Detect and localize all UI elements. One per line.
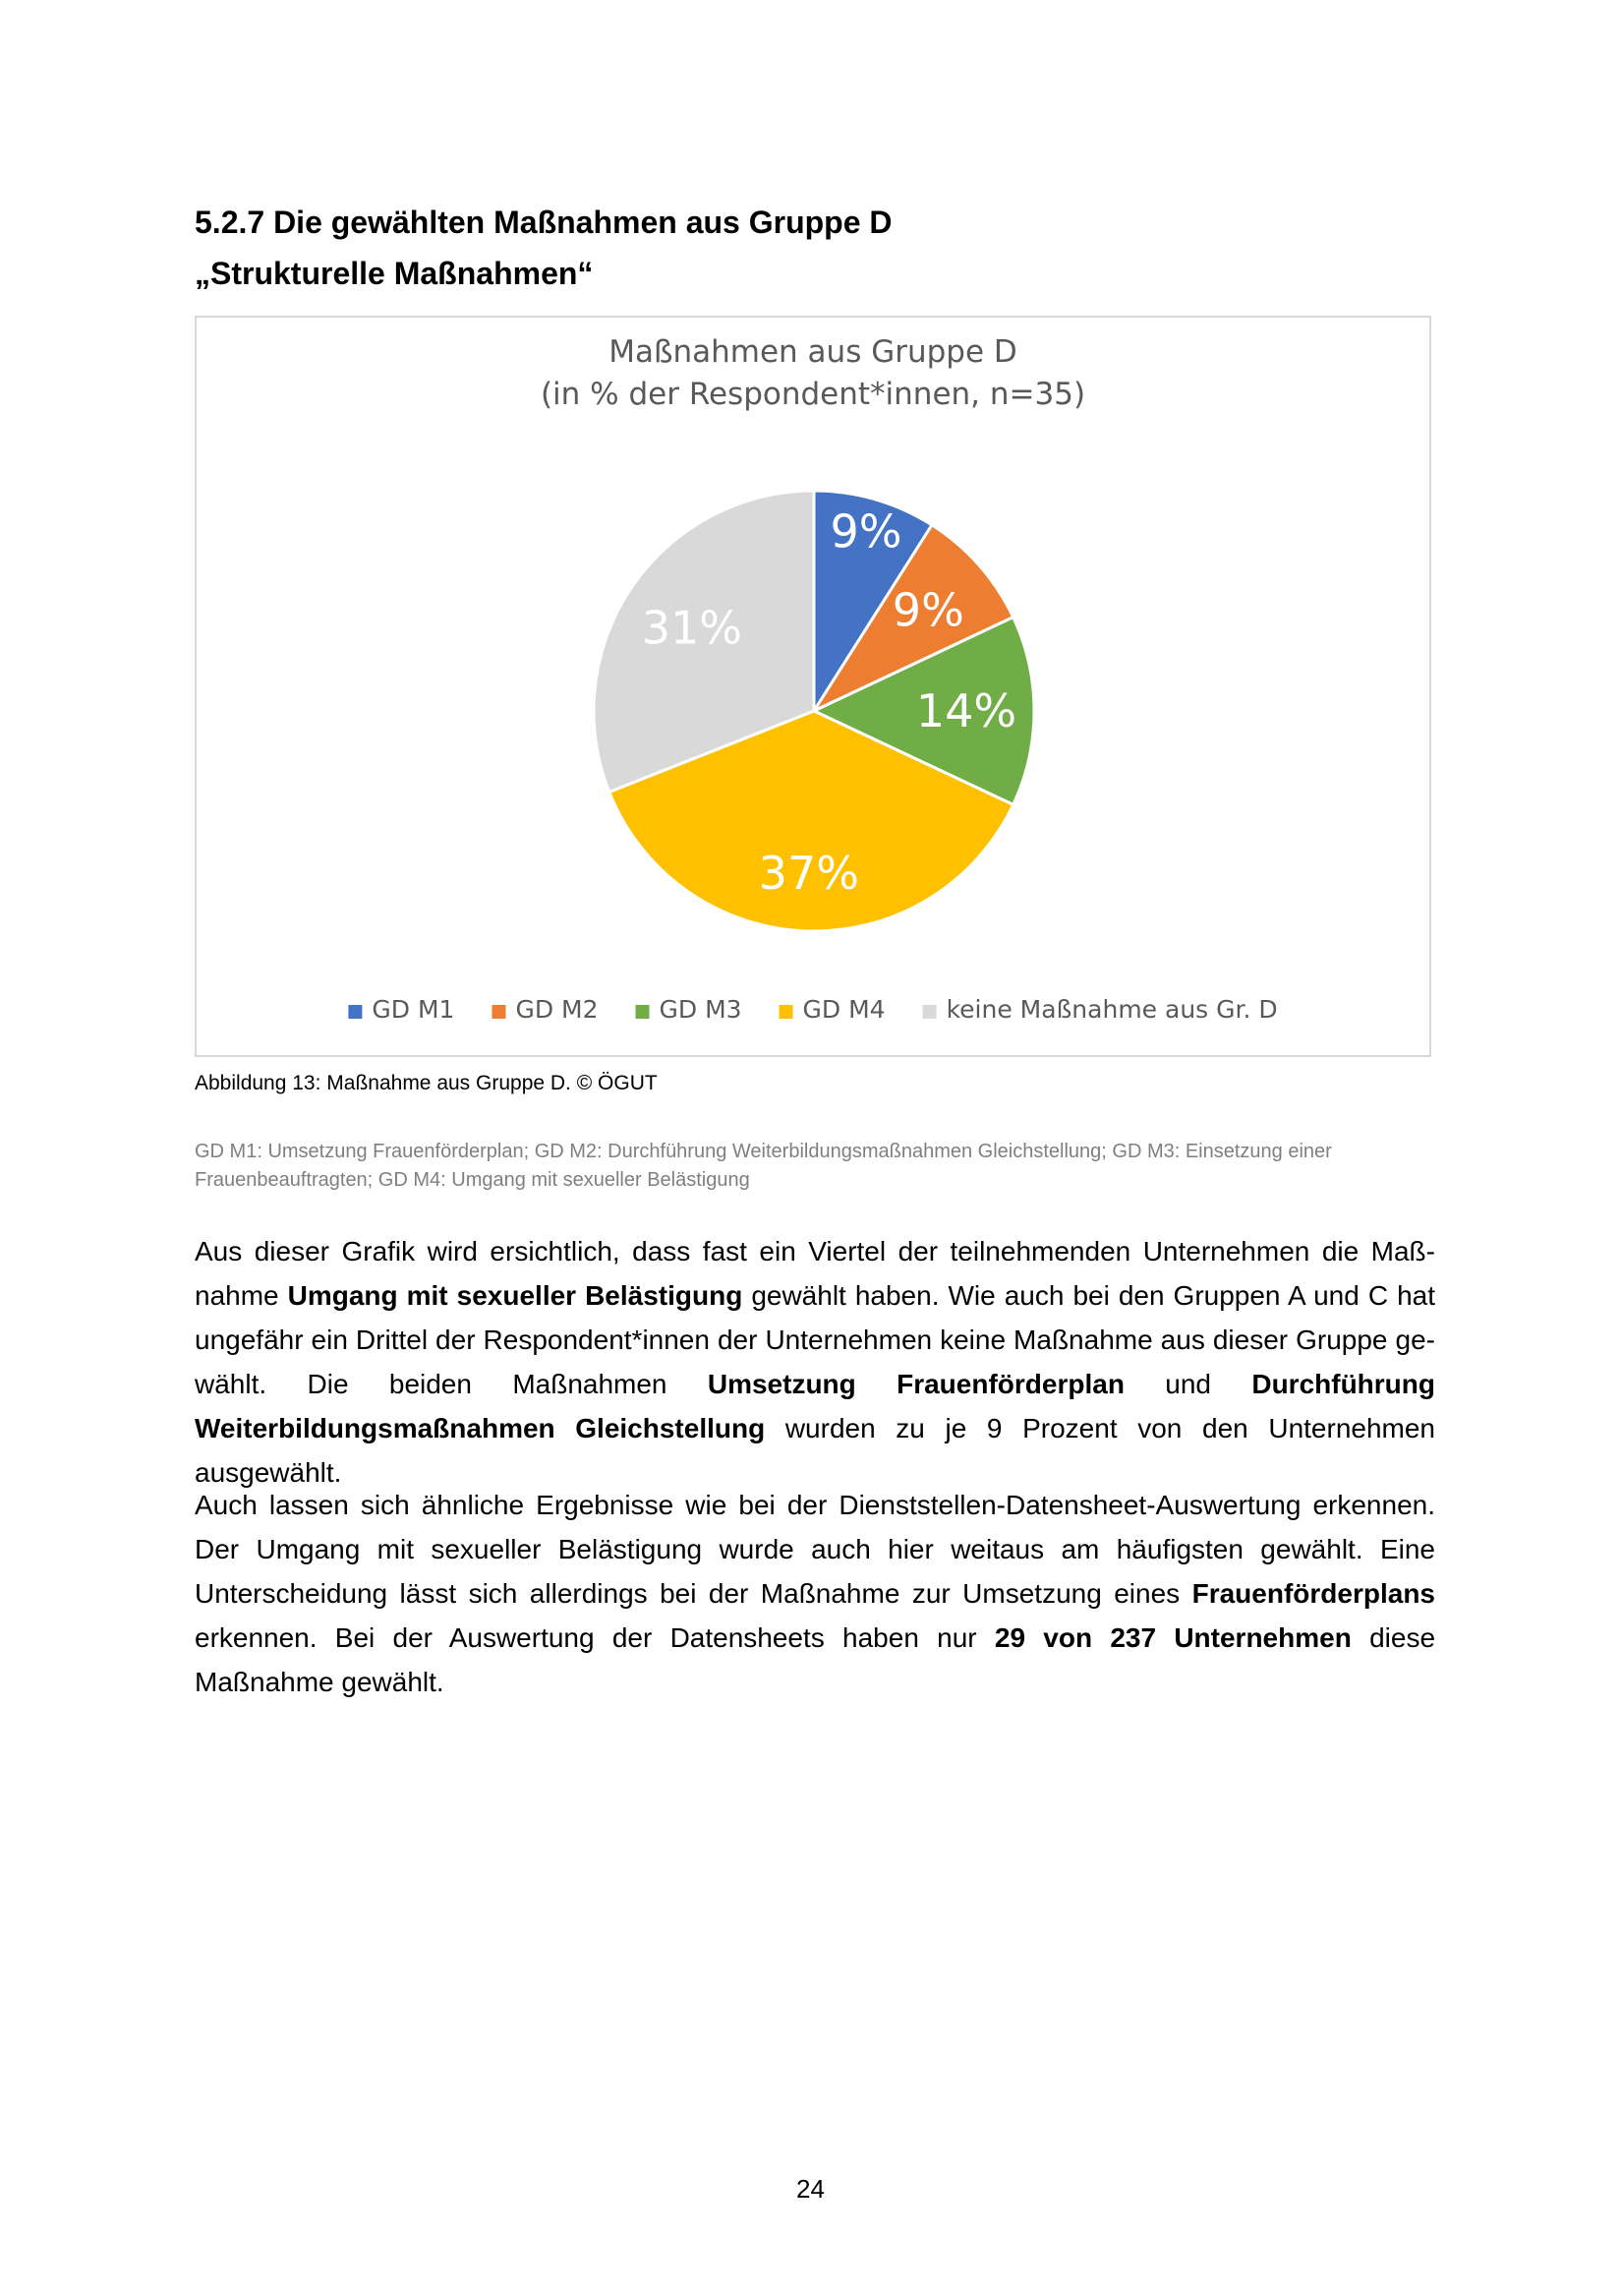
chart-title: Maßnahmen aus Gruppe D	[608, 334, 1017, 370]
paragraph-1-text-2: gewählt haben. Wie auch bei den Gruppen A und C hat ungefähr ein Drittel der Respondent*innen der Unternehmen keine Maßnahme aus dieser Gruppe gewählt. Die beiden Maßnahmen	[195, 1280, 1435, 1399]
pie-slice-label-5: 31%	[641, 601, 743, 655]
legend-item-3	[635, 995, 741, 1024]
legend-item-4	[780, 995, 886, 1024]
legend-label-2: GD M2	[515, 995, 599, 1024]
legend-swatch-4	[780, 1005, 793, 1019]
paragraph-2-text-2: erkennen. Bei der Auswertung der Datensheets haben nur	[195, 1622, 995, 1653]
paragraph-1-text-4: wurden zu je 9 Prozent von den Unternehmen ausgewählt.	[195, 1413, 1435, 1488]
paragraph-2-bold-1: Frauenförderplans	[1191, 1578, 1435, 1609]
legend-label-4: GD M4	[802, 995, 886, 1024]
paragraph-1-bold-1: Umgang mit sexueller Belästigung	[287, 1280, 743, 1311]
paragraph-2-text-3: diese Maßnahme gewählt.	[195, 1622, 1436, 1697]
pie-slice-label-3: 14%	[915, 684, 1017, 737]
pie-chart-frame	[195, 316, 1431, 1057]
legend-label-3: GD M3	[659, 995, 742, 1024]
legend-item-2	[492, 995, 598, 1024]
paragraph-2	[195, 1483, 1435, 1704]
legend-swatch-3	[635, 1005, 649, 1019]
figure-caption: Abbildung 13: Maßnahme aus Gruppe D. © ÖGUT	[195, 1072, 658, 1094]
legend-item-5	[923, 995, 1278, 1024]
legend-swatch-1	[348, 1005, 362, 1019]
section-heading-line2: „Strukturelle Maßnahmen“	[195, 256, 594, 291]
figure-note: GD M1: Umsetzung Frauenförderplan; GD M2: Durchführung Weiterbildungsmaßnahmen Gleichstellung; GD M3: Einsetzung einer Frauenbeauftragten; GD M4: Umgang mit sexueller Belästigung	[195, 1141, 1332, 1191]
page-number: 24	[796, 2174, 825, 2204]
paragraph-1-bold-3: Durchführung Weiterbildungsmaßnahmen Gleichstellung	[195, 1369, 1435, 1443]
legend-item-1	[348, 995, 454, 1024]
pie-slice-label-2: 9%	[892, 583, 964, 637]
section-heading	[195, 197, 1433, 299]
section-heading-line1: 5.2.7 Die gewählten Maßnahmen aus Gruppe D	[195, 205, 893, 240]
pie-slice-label-1: 9%	[830, 504, 902, 559]
legend-swatch-2	[492, 1005, 505, 1019]
paragraph-2-text-1: Auch lassen sich ähnliche Ergebnisse wie bei der Dienststellen-Datensheet-Auswertung erkennen. Der Umgang mit sexueller Belästigung wurde auch hier weitaus am häufigsten gewählt. Eine Unterscheidung lässt sich allerdings bei der Maßnahme zur Umsetzung eines	[195, 1490, 1435, 1609]
paragraph-1-bold-2: Umsetzung Frauenförderplan	[707, 1369, 1125, 1399]
legend-label-5: keine Maßnahme aus Gr. D	[946, 995, 1278, 1024]
legend-label-1: GD M1	[372, 995, 455, 1024]
chart-legend	[348, 995, 1277, 1024]
pie-chart	[197, 318, 1429, 1055]
paragraph-1	[195, 1229, 1435, 1495]
chart-subtitle: (in % der Respondent*innen, n=35)	[540, 377, 1086, 412]
paragraph-1-text-3: und	[1124, 1369, 1252, 1399]
legend-swatch-5	[923, 1005, 937, 1019]
paragraph-2-bold-2: 29 von 237 Unternehmen	[994, 1622, 1352, 1653]
paragraph-1-text-1: Aus dieser Grafik wird ersichtlich, dass fast ein Viertel der teilnehmenden Unternehmen die Maßnahme	[195, 1236, 1435, 1311]
pie-slice-label-4: 37%	[758, 846, 859, 900]
